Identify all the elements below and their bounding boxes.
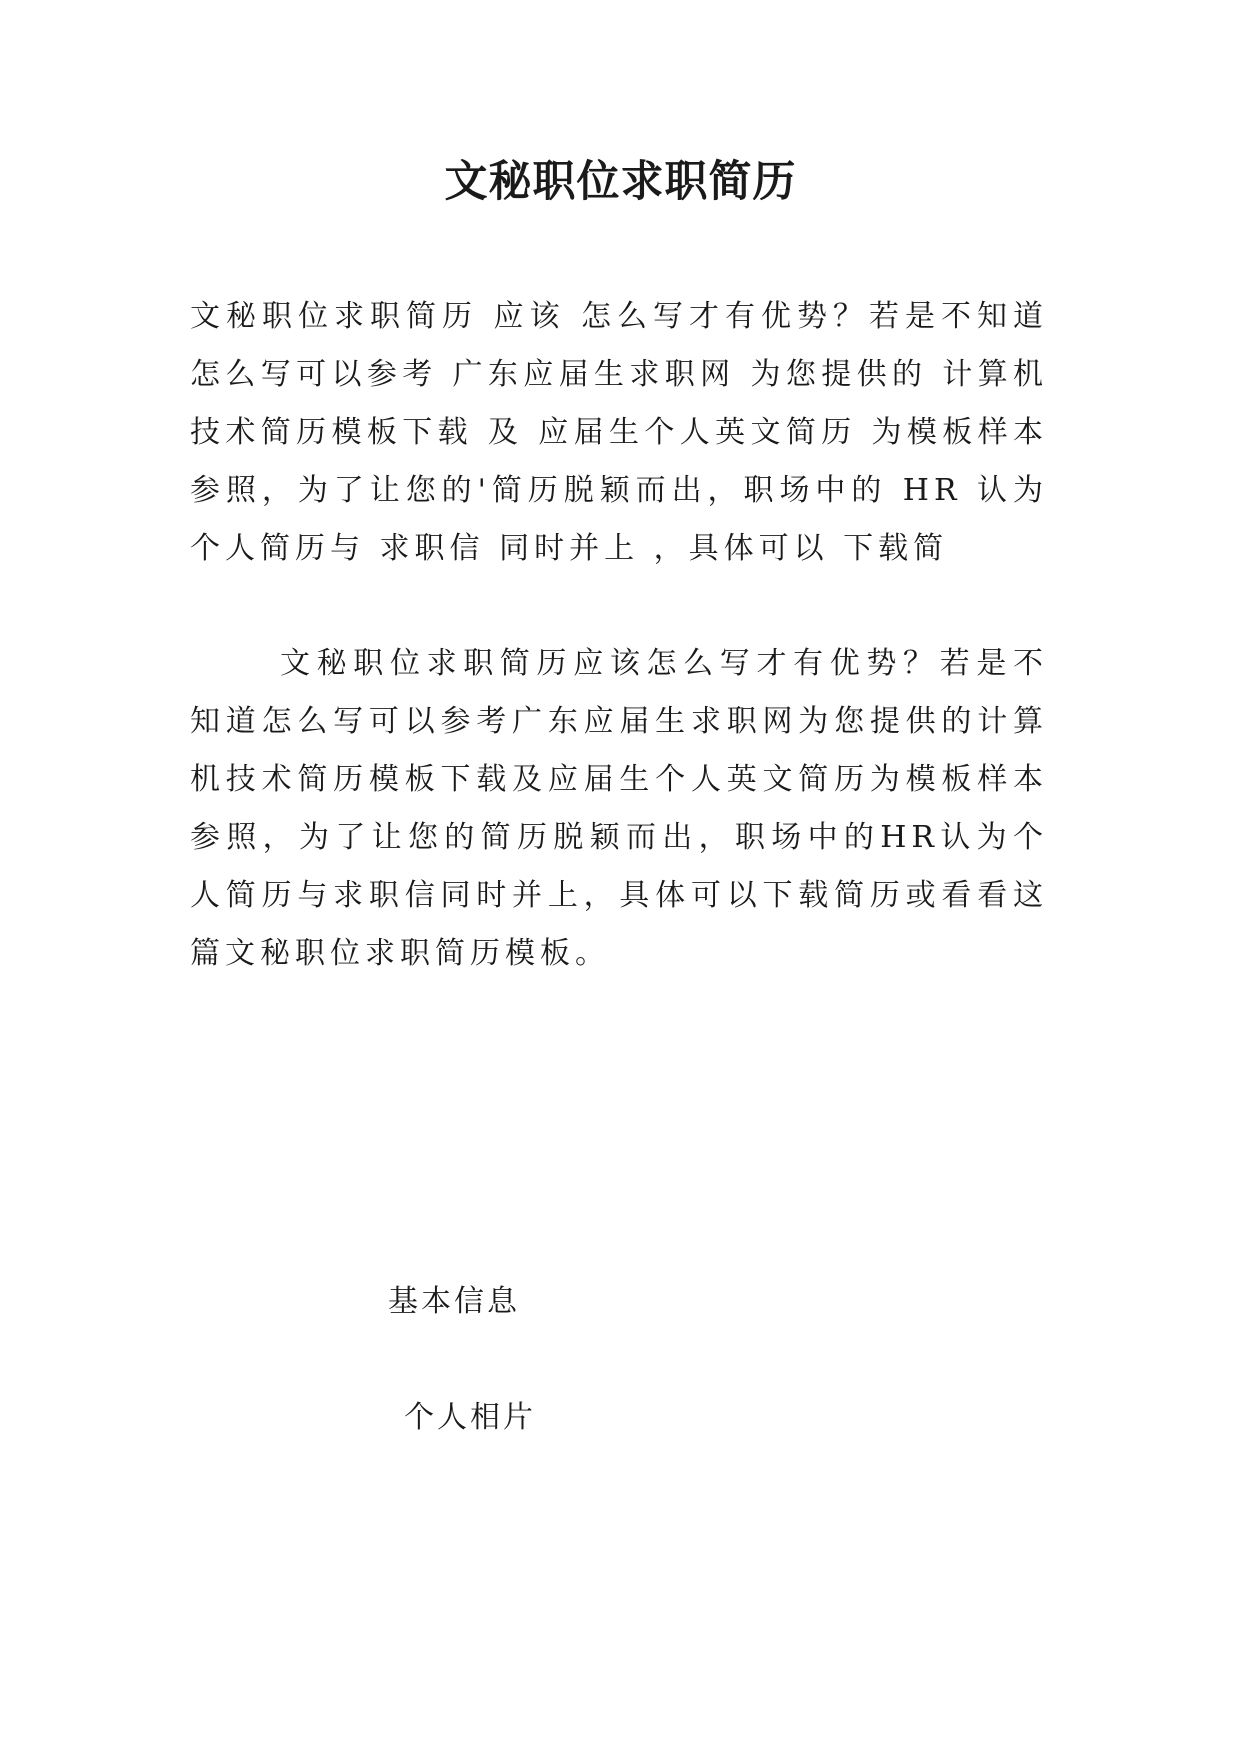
body-paragraph: 文秘职位求职简历应该怎么写才有优势？若是不知道怎么写可以参考广东应届生求职网为您提供的计算机技术简历模板下载及应届生个人英文简历为模板样本参照，为了让您的简历脱颖而出，职场中的HR认为个人简历与求职信同时并上，具体可以下载简历或看看这篇文秘职位求职简历模板。 xyxy=(190,646,1048,971)
document-title: 文秘职位求职简历 xyxy=(444,157,797,207)
section-heading-photo: 个人相片 xyxy=(404,1400,536,1435)
intro-paragraph: 文秘职位求职简历 应该 怎么写才有优势？若是不知道怎么写可以参考 广东应届生求职网 为您提供的 计算机技术简历模板下载 及 应届生个人英文简历 为模板样本参照，为了让您的'简历脱颖而出，职场中的 HR 认为 个人简历与 求职信 同时并上 ，具体可以 下载简 xyxy=(190,299,1048,566)
section-heading-basic-info: 基本信息 xyxy=(388,1284,520,1319)
